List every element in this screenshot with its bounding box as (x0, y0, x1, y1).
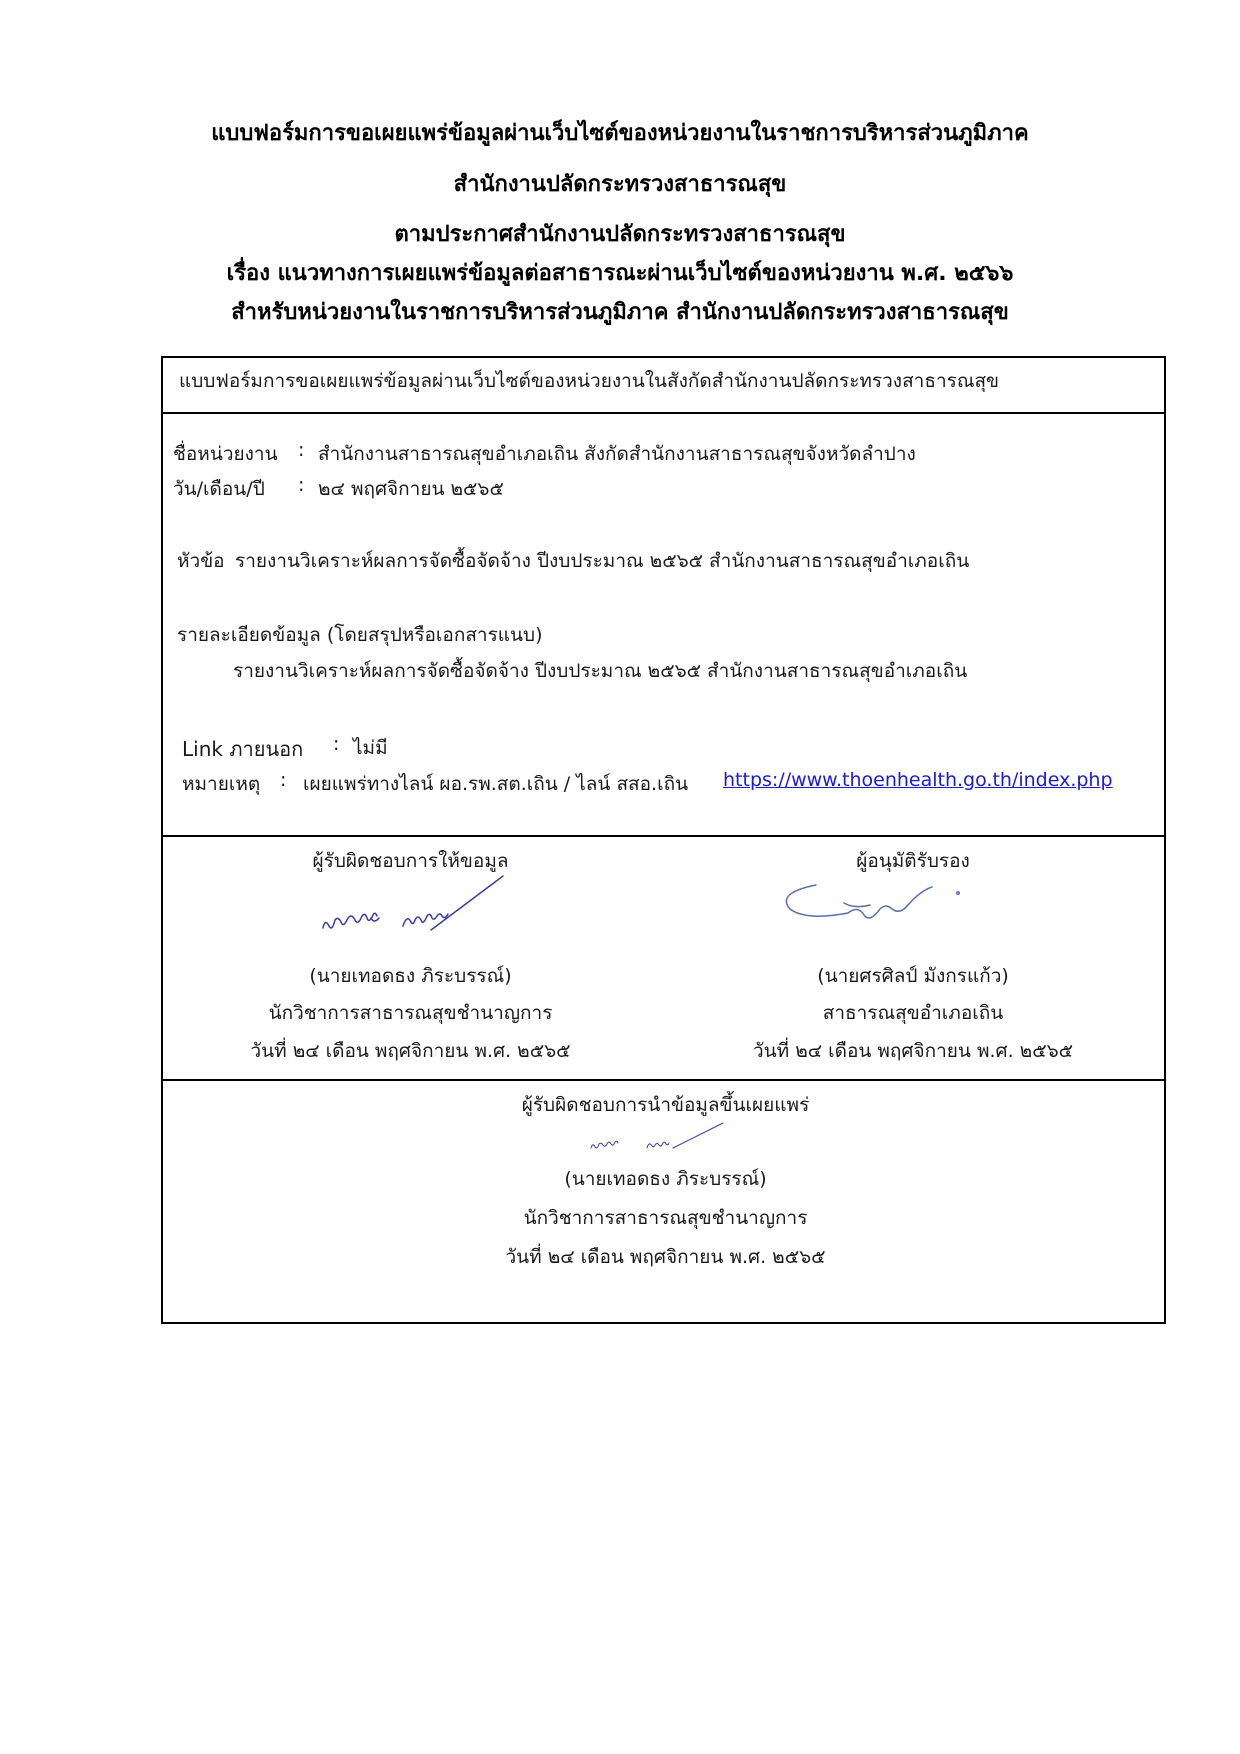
date-separator: : (298, 474, 305, 496)
agency-value: สำนักงานสาธารณสุขอำเภอเถิน สังกัดสำนักงานสาธารณสุขจังหวัดลำปาง (318, 443, 916, 465)
provider-date: วันที่ ๒๔ เดือน พฤศจิกายน พ.ศ. ๒๕๖๕ (250, 1040, 571, 1062)
note-url-link[interactable]: https://www.thoenhealth.go.th/index.php (723, 769, 1113, 791)
note-label: หมายเหตุ (182, 773, 261, 795)
publisher-position: นักวิชาการสาธารณสุขชำนาญการ (523, 1207, 808, 1229)
header-line-2: สำนักงานปลัดกระทรวงสาธารณสุข (453, 172, 787, 197)
topic-value: รายงานวิเคราะห์ผลการจัดซื้อจัดจ้าง ปีงบประมาณ ๒๕๖๕ สำนักงานสาธารณสุขอำเภอเถิน (235, 550, 970, 572)
details-label: รายละเอียดข้อมูล (โดยสรุปหรือเอกสารแนบ) (177, 624, 543, 646)
provider-title: ผู้รับผิดชอบการให้ขอมูล (312, 850, 509, 872)
approver-name: (นายศรศิลป์ มังกรแก้ว) (817, 965, 1009, 987)
date-value: ๒๔ พฤศจิกายน ๒๕๖๕ (318, 478, 504, 500)
form-box (161, 356, 1166, 1324)
approver-title: ผู้อนุมัติรับรอง (856, 850, 970, 872)
link-separator: : (333, 733, 340, 755)
publisher-title: ผู้รับผิดชอบการนำข้อมูลขึ้นเผยแพร่ (521, 1094, 810, 1116)
row-divider (163, 412, 1164, 414)
approver-date: วันที่ ๒๔ เดือน พฤศจิกายน พ.ศ. ๒๕๖๕ (752, 1040, 1074, 1062)
publisher-name: (นายเทอดธง ภิระบรรณ์) (564, 1168, 767, 1190)
provider-name: (นายเทอดธง ภิระบรรณ์) (309, 965, 512, 987)
note-value: เผยแพร่ทางไลน์ ผอ.รพ.สต.เถิน / ไลน์ สสอ.เถิน (303, 773, 689, 795)
approver-position: สาธารณสุขอำเภอเถิน (822, 1002, 1004, 1024)
topic-label: หัวข้อ (177, 550, 225, 572)
row-divider (163, 835, 1164, 837)
approver-signature (768, 873, 978, 933)
publisher-signature (583, 1118, 753, 1158)
link-label: Link ภายนอก (182, 737, 304, 761)
header-line-5: สำหรับหน่วยงานในราชการบริหารส่วนภูมิภาค สำนักงานปลัดกระทรวงสาธารณสุข (231, 300, 1009, 325)
agency-separator: : (298, 439, 305, 461)
row-divider (163, 1079, 1164, 1081)
provider-signature (313, 868, 543, 948)
agency-label: ชื่อหน่วยงาน (173, 443, 278, 465)
details-value: รายงานวิเคราะห์ผลการจัดซื้อจัดจ้าง ปีงบประมาณ ๒๕๖๕ สำนักงานสาธารณสุขอำเภอเถิน (233, 660, 968, 682)
provider-position: นักวิชาการสาธารณสุขชำนาญการ (268, 1002, 553, 1024)
header-line-4: เรื่อง แนวทางการเผยแพร่ข้อมูลต่อสาธารณะผ่านเว็บไซต์ของหน่วยงาน พ.ศ. ๒๕๖๖ (226, 261, 1014, 286)
link-value: ไม่มี (353, 737, 388, 759)
date-label: วัน/เดือน/ปี (173, 478, 265, 500)
header-line-1: แบบฟอร์มการขอเผยแพร่ข้อมูลผ่านเว็บไซต์ของหน่วยงานในราชการบริหารส่วนภูมิภาค (211, 121, 1029, 146)
form-title: แบบฟอร์มการขอเผยแพร่ข้อมูลผ่านเว็บไซต์ของหน่วยงานในสังกัดสำนักงานปลัดกระทรวงสาธารณสุข (179, 370, 1000, 392)
publisher-date: วันที่ ๒๔ เดือน พฤศจิกายน พ.ศ. ๒๕๖๕ (505, 1246, 826, 1268)
header-line-3: ตามประกาศสำนักงานปลัดกระทรวงสาธารณสุข (394, 222, 846, 247)
note-separator: : (280, 769, 287, 791)
